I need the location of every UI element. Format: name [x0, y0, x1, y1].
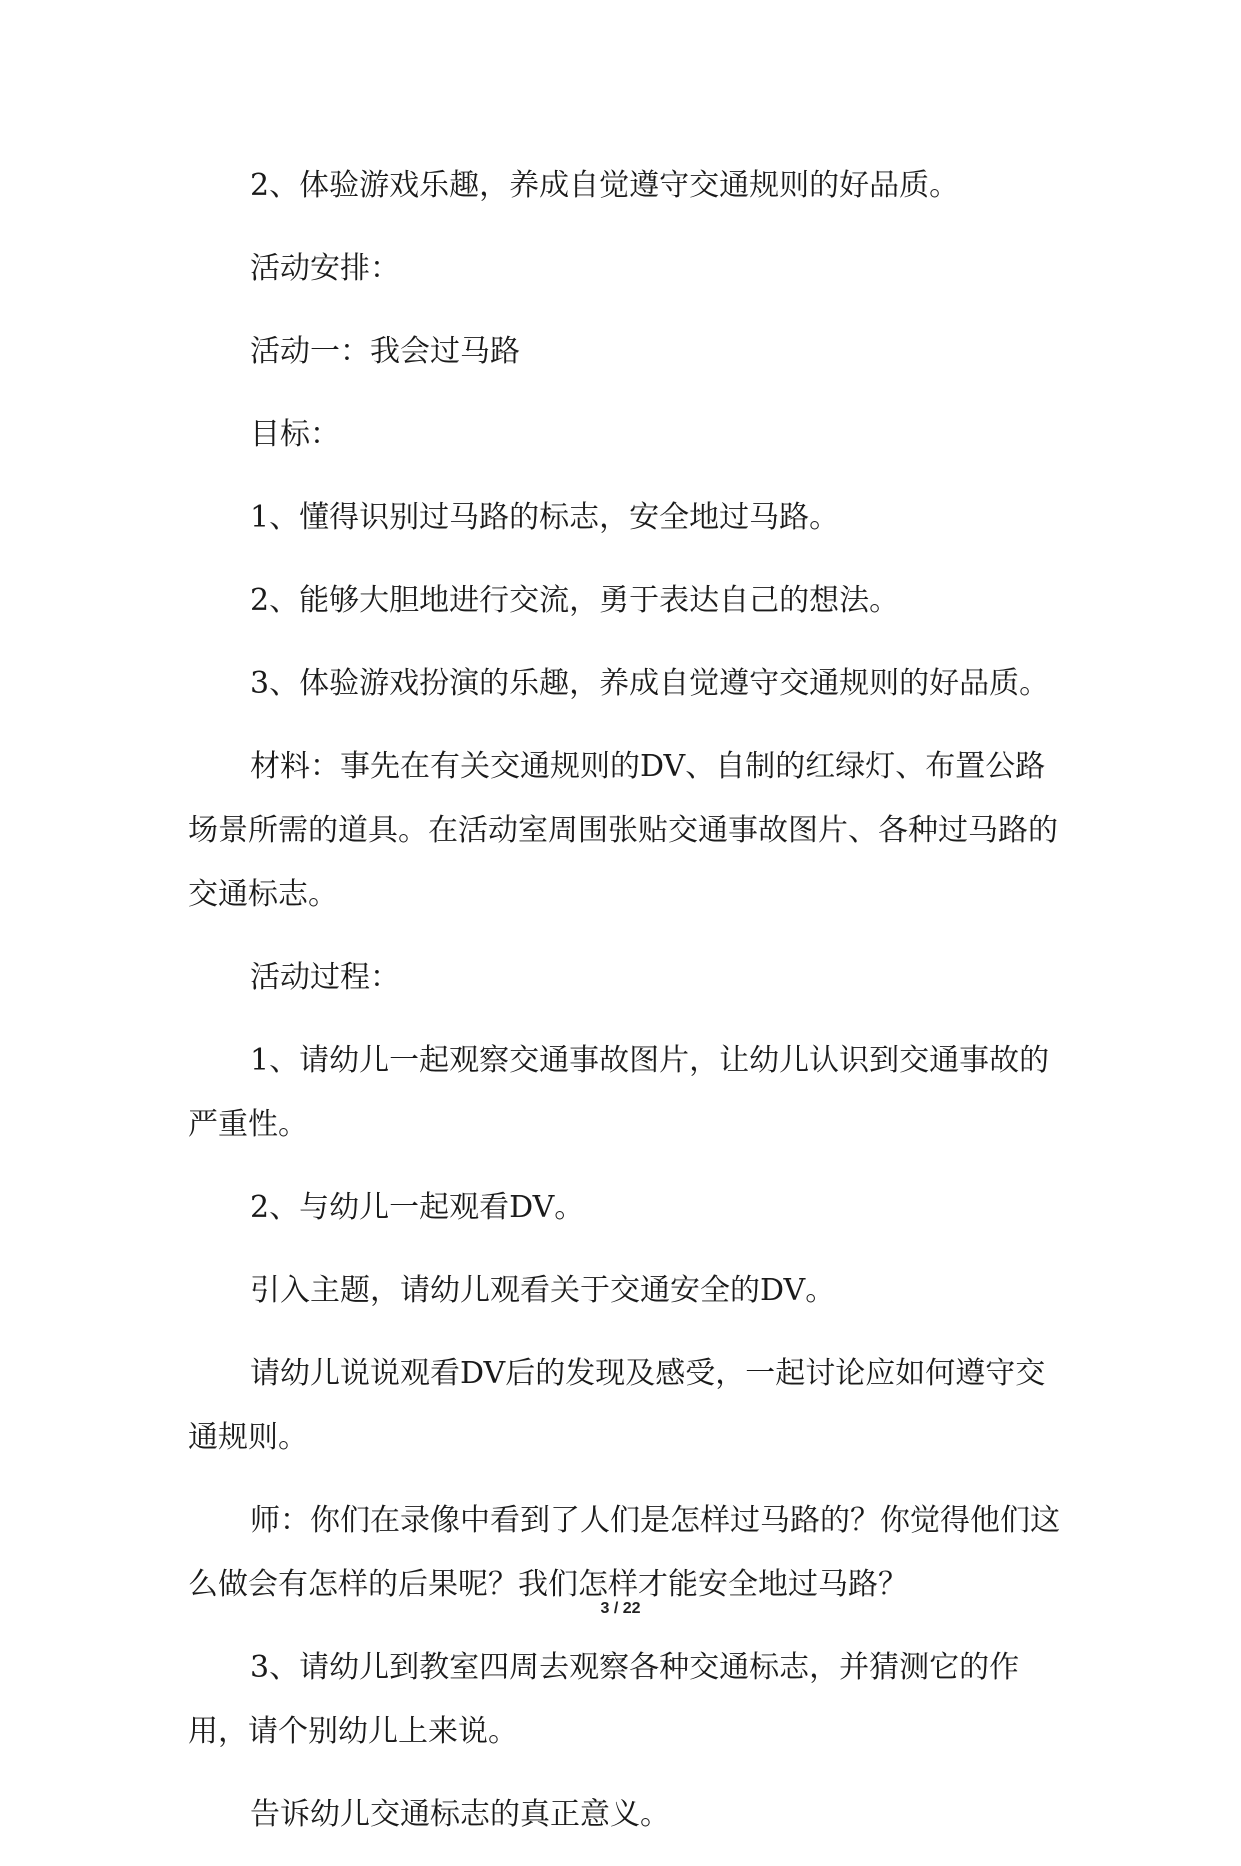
paragraph: 活动安排： [250, 251, 400, 286]
paragraph: 材料：事先在有关交通规则的DV、自制的红绿灯、布置公路场景所需的道具。在活动室周围张贴交通事故图片、各种过马路的交通标志。 [188, 749, 1058, 912]
paragraph: 告诉幼儿交通标志的真正意义。 [250, 1797, 670, 1832]
paragraph: 请幼儿说说观看DV后的发现及感受，一起讨论应如何遵守交通规则。 [188, 1356, 1046, 1455]
paragraph: 3、体验游戏扮演的乐趣，养成自觉遵守交通规则的好品质。 [250, 666, 1050, 701]
paragraph: 目标： [250, 417, 340, 452]
paragraph: 师：你们在录像中看到了人们是怎样过马路的？你觉得他们这么做会有怎样的后果呢？我们怎样才能安全地过马路？ [188, 1503, 1060, 1602]
paragraph: 2、与幼儿一起观看DV。 [250, 1190, 585, 1225]
paragraph: 活动过程： [250, 960, 400, 995]
paragraph: 引入主题，请幼儿观看关于交通安全的DV。 [250, 1273, 836, 1308]
paragraph: 活动一：我会过马路 [250, 334, 520, 369]
paragraph: 1、请幼儿一起观察交通事故图片，让幼儿认识到交通事故的严重性。 [188, 1043, 1050, 1142]
paragraph: 1、懂得识别过马路的标志，安全地过马路。 [250, 500, 840, 535]
paragraph: 3、请幼儿到教室四周去观察各种交通标志，并猜测它的作用，请个别幼儿上来说。 [188, 1650, 1020, 1749]
page-number: 3 / 22 [600, 1600, 641, 1617]
paragraph: 2、能够大胆地进行交流，勇于表达自己的想法。 [250, 583, 900, 618]
paragraph: 2、体验游戏乐趣，养成自觉遵守交通规则的好品质。 [250, 168, 960, 203]
